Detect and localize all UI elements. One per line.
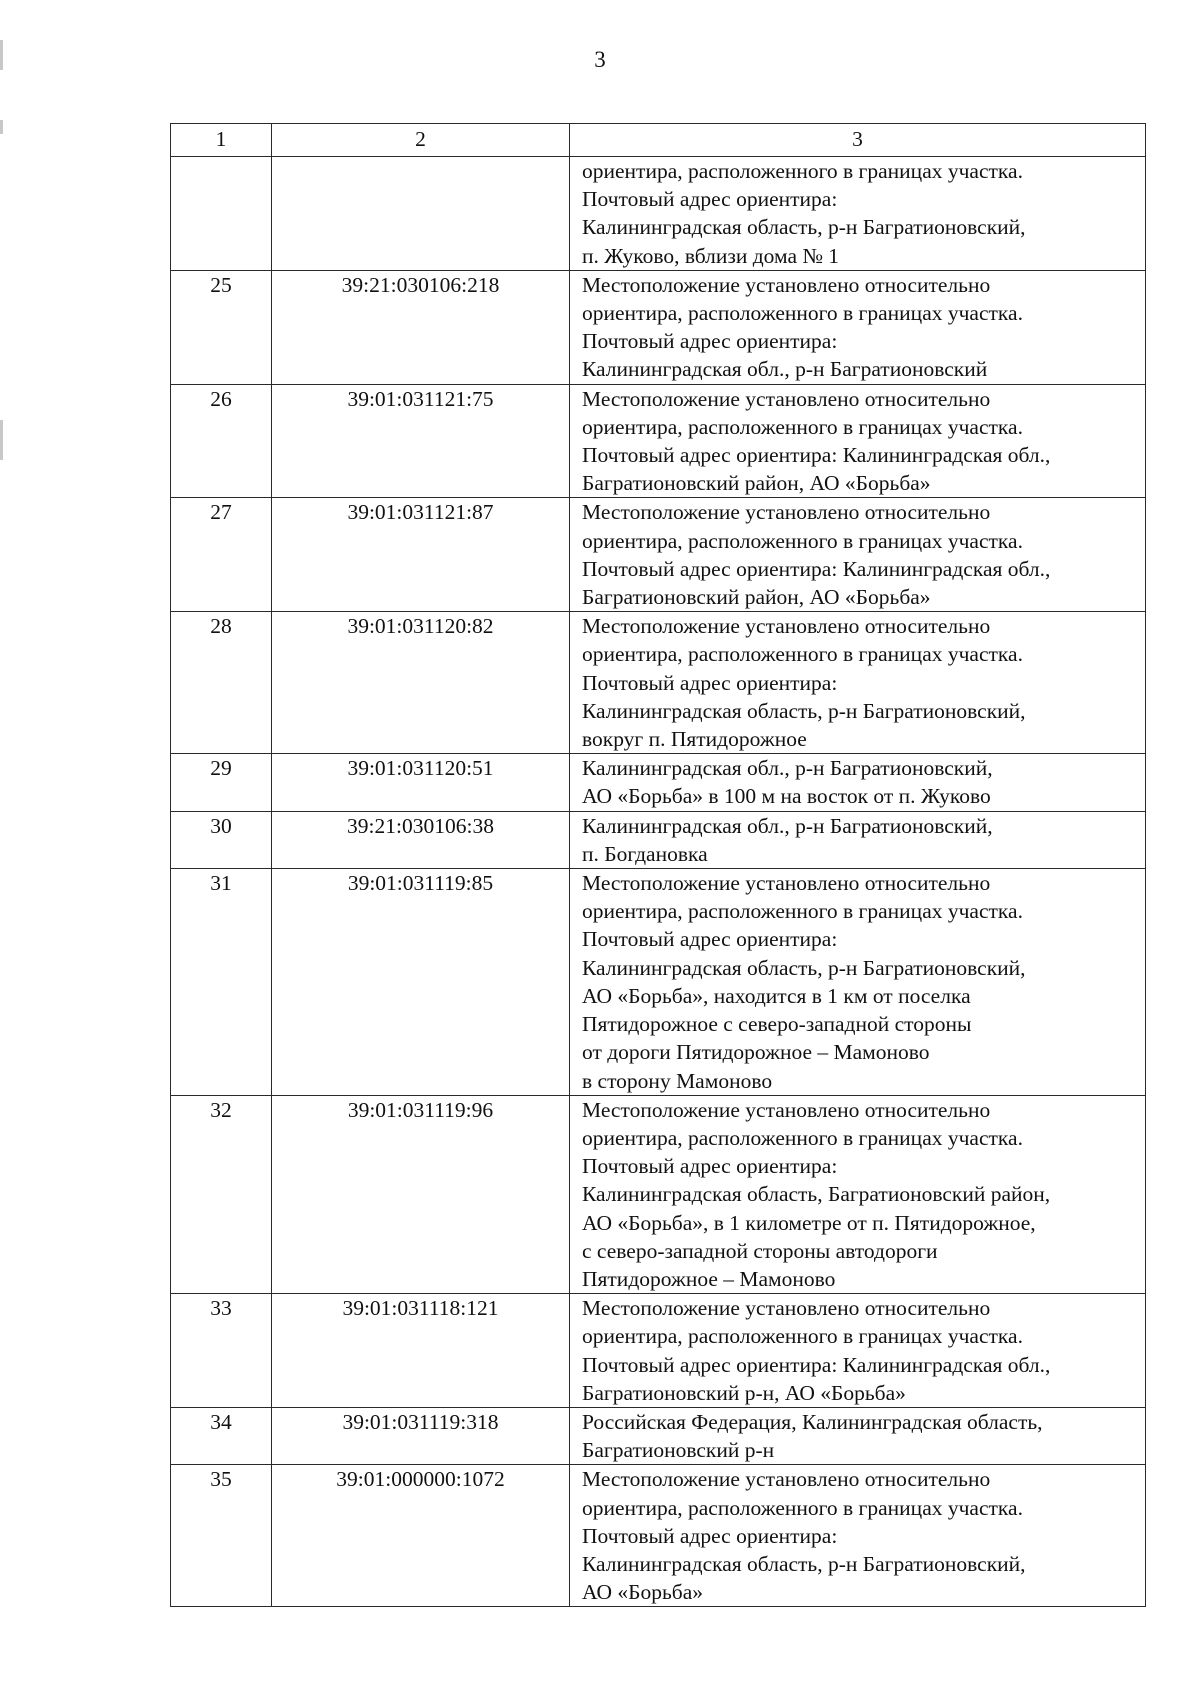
description-line: Калининградская область, р-н Багратионовский, [582, 215, 1026, 240]
description-line: ориентира, расположенного в границах участка. [582, 528, 1023, 553]
row-number [171, 157, 272, 271]
scan-edge-mark [0, 420, 3, 460]
location-description [570, 1095, 1146, 1293]
table-row [171, 157, 1146, 271]
header-row [171, 124, 1146, 157]
description-line: Местоположение установлено относительно [582, 386, 991, 411]
table-row [171, 1407, 1146, 1464]
row-number: 33 [171, 1294, 272, 1408]
description-line: Багратионовский район, АО «Борьба» [582, 471, 931, 496]
row-number: 30 [171, 811, 272, 868]
location-description [570, 754, 1146, 811]
description-line: Местоположение установлено относительно [582, 1467, 991, 1492]
description-line: Почтовый адрес ориентира: Калининградская обл., [582, 556, 1051, 581]
table-header [171, 124, 1146, 157]
description-line: Калининградская область, Багратионовский район, [582, 1182, 1051, 1207]
description-line: Почтовый адрес ориентира: [582, 927, 838, 952]
table-row [171, 1294, 1146, 1408]
description-line: Почтовый адрес ориентира: [582, 187, 838, 212]
table-row [171, 270, 1146, 384]
row-number: 26 [171, 384, 272, 498]
description-line: Багратионовский р-н, АО «Борьба» [582, 1380, 906, 1405]
location-description [570, 1407, 1146, 1464]
table-row [171, 811, 1146, 868]
description-line: АО «Борьба», в 1 километре от п. Пятидорожное, [582, 1210, 1036, 1235]
cadastral-number: 39:21:030106:38 [272, 811, 570, 868]
scan-edge-mark [0, 120, 3, 134]
description-line: Почтовый адрес ориентира: [582, 329, 838, 354]
cadastral-number: 39:01:000000:1072 [272, 1465, 570, 1607]
description-line: ориентира, расположенного в границах участка. [582, 159, 1023, 183]
description-line: Пятидорожное с северо-западной стороны [582, 1012, 972, 1037]
cadastral-number: 39:01:031119:318 [272, 1407, 570, 1464]
description-line: Местоположение установлено относительно [582, 614, 991, 639]
description-line: от дороги Пятидорожное – Мамоново [582, 1040, 930, 1065]
description-line: Почтовый адрес ориентира: [582, 1154, 838, 1179]
description-line: Местоположение установлено относительно [582, 500, 991, 525]
description-line: АО «Борьба» в 100 м на восток от п. Жуково [582, 784, 991, 809]
location-description [570, 384, 1146, 498]
cadastral-number: 39:01:031119:96 [272, 1095, 570, 1293]
location-description [570, 157, 1146, 271]
header-col-3: 3 [570, 124, 1146, 157]
description-line: Багратионовский район, АО «Борьба» [582, 585, 931, 610]
description-line: Пятидорожное – Мамоново [582, 1266, 836, 1291]
description-line: Местоположение установлено относительно [582, 272, 991, 297]
location-description [570, 498, 1146, 612]
description-line: Почтовый адрес ориентира: [582, 670, 838, 695]
description-line: Почтовый адрес ориентира: Калининградская обл., [582, 443, 1051, 468]
description-line: Местоположение установлено относительно [582, 871, 991, 896]
description-line: ориентира, расположенного в границах участка. [582, 1324, 1023, 1349]
header-col-2: 2 [272, 124, 570, 157]
table-row [171, 498, 1146, 612]
description-line: Местоположение установлено относительно [582, 1097, 991, 1122]
location-description [570, 1294, 1146, 1408]
cadastral-number [272, 157, 570, 271]
location-description [570, 811, 1146, 868]
description-line: Багратионовский р-н [582, 1438, 775, 1463]
description-line: ориентира, расположенного в границах участка. [582, 1495, 1023, 1520]
description-line: АО «Борьба» [582, 1580, 703, 1605]
row-number: 27 [171, 498, 272, 612]
table-row [171, 612, 1146, 754]
description-line: Калининградская обл., р-н Багратионовский, [582, 756, 993, 781]
description-line: Российская Федерация, Калининградская область, [582, 1409, 1043, 1434]
description-line: вокруг п. Пятидорожное [582, 727, 807, 752]
cadastral-number: 39:01:031120:51 [272, 754, 570, 811]
location-description [570, 869, 1146, 1096]
cadastral-number: 39:21:030106:218 [272, 270, 570, 384]
description-line: ориентира, расположенного в границах участка. [582, 899, 1023, 924]
description-line: ориентира, расположенного в границах участка. [582, 414, 1023, 439]
table-row [171, 1465, 1146, 1607]
row-number: 31 [171, 869, 272, 1096]
description-line: Почтовый адрес ориентира: [582, 1523, 838, 1548]
table-row [171, 1095, 1146, 1293]
table-body [171, 157, 1146, 1607]
cadastral-table [170, 123, 1146, 1607]
header-col-1: 1 [171, 124, 272, 157]
row-number: 25 [171, 270, 272, 384]
description-line: Калининградская область, р-н Багратионовский, [582, 698, 1026, 723]
cadastral-number: 39:01:031119:85 [272, 869, 570, 1096]
description-line: ориентира, расположенного в границах участка. [582, 1125, 1023, 1150]
description-line: Калининградская обл., р-н Багратионовский, [582, 813, 993, 838]
description-line: АО «Борьба», находится в 1 км от поселка [582, 983, 971, 1008]
row-number: 34 [171, 1407, 272, 1464]
table-row [171, 754, 1146, 811]
scan-edge-mark [0, 40, 3, 70]
description-line: п. Жуково, вблизи дома № 1 [582, 243, 840, 268]
table-row [171, 869, 1146, 1096]
location-description [570, 1465, 1146, 1607]
description-line: в сторону Мамоново [582, 1068, 773, 1093]
cadastral-number: 39:01:031120:82 [272, 612, 570, 754]
page-number: 3 [594, 47, 606, 72]
description-line: Местоположение установлено относительно [582, 1296, 991, 1321]
description-line: ориентира, расположенного в границах участка. [582, 642, 1023, 667]
location-description [570, 612, 1146, 754]
description-line: с северо-западной стороны автодороги [582, 1238, 938, 1263]
description-line: ориентира, расположенного в границах участка. [582, 301, 1023, 326]
row-number: 28 [171, 612, 272, 754]
description-line: Почтовый адрес ориентира: Калининградская обл., [582, 1352, 1051, 1377]
table-row [171, 384, 1146, 498]
description-line: Калининградская область, р-н Багратионовский, [582, 1551, 1026, 1576]
cadastral-number: 39:01:031121:87 [272, 498, 570, 612]
row-number: 29 [171, 754, 272, 811]
row-number: 32 [171, 1095, 272, 1293]
description-line: Калининградская область, р-н Багратионовский, [582, 955, 1026, 980]
location-description [570, 270, 1146, 384]
description-line: п. Богдановка [582, 841, 708, 866]
description-line: Калининградская обл., р-н Багратионовский [582, 357, 988, 382]
row-number: 35 [171, 1465, 272, 1607]
cadastral-number: 39:01:031121:75 [272, 384, 570, 498]
cadastral-number: 39:01:031118:121 [272, 1294, 570, 1408]
